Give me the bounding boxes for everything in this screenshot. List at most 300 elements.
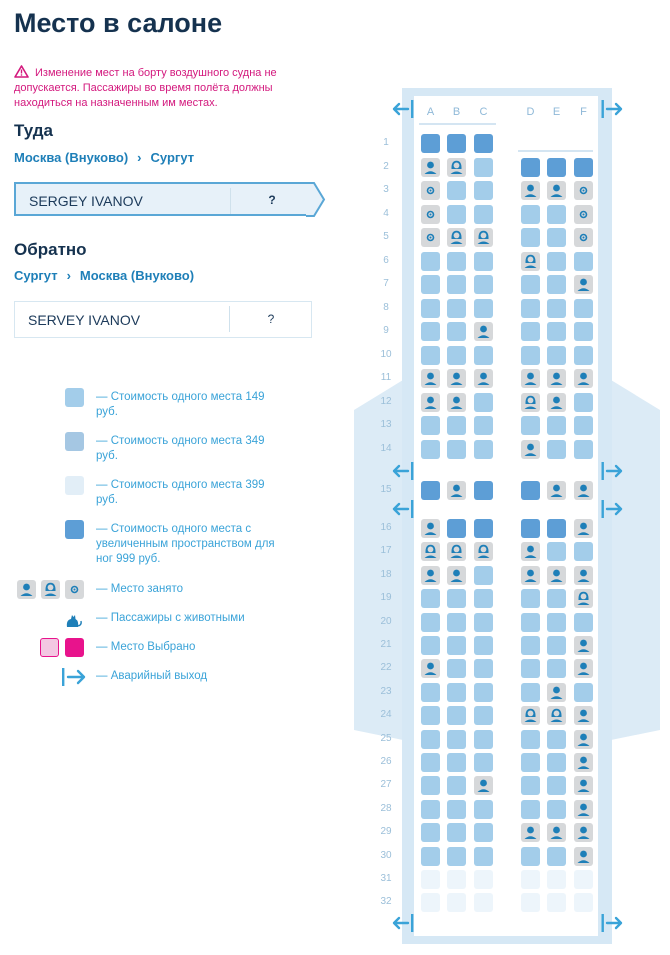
legend-selected: — Место Выбрано <box>96 641 196 653</box>
seat-10c[interactable] <box>474 346 493 365</box>
exit-arrow-right-overwing-2 <box>600 500 624 518</box>
outbound-route-from: Москва (Внуково) <box>14 150 129 165</box>
passenger-male-icon <box>521 369 540 388</box>
row-number: 19 <box>380 592 392 604</box>
exit-arrow-left-rear <box>391 914 415 932</box>
seat-7b[interactable] <box>447 275 466 294</box>
passenger-male-icon <box>574 275 593 294</box>
seat-18f-occupied <box>574 566 593 585</box>
seat-15a[interactable] <box>421 481 440 500</box>
outbound-seat-number: ? <box>268 193 276 207</box>
passenger-child-icon <box>421 228 440 247</box>
seat-30f-occupied <box>574 847 593 866</box>
exit-arrow-left-overwing-1 <box>391 462 415 480</box>
passenger-male-icon <box>547 566 566 585</box>
row-number: 4 <box>383 207 389 219</box>
seat-11b-occupied <box>447 369 466 388</box>
seat-24e-occupied <box>547 706 566 725</box>
seat-32a <box>421 893 440 912</box>
seat-24f-occupied <box>574 706 593 725</box>
seat-3f-occupied <box>574 181 593 200</box>
seat-28f-occupied <box>574 800 593 819</box>
seat-28a[interactable] <box>421 800 440 819</box>
seat-17e[interactable] <box>547 542 566 561</box>
row-number: 27 <box>380 779 392 791</box>
row-number: 16 <box>380 522 392 533</box>
seat-10f[interactable] <box>574 346 593 365</box>
passenger-child-icon <box>574 205 593 224</box>
seat-28c[interactable] <box>474 800 493 819</box>
passenger-male-icon <box>474 776 493 795</box>
passenger-female-icon <box>574 589 593 608</box>
row-number: 28 <box>380 802 392 814</box>
passenger-child-icon <box>574 181 593 200</box>
seat-26f-occupied <box>574 753 593 772</box>
row-number: 22 <box>380 662 392 674</box>
seat-26a[interactable] <box>421 753 440 772</box>
passenger-male-icon <box>474 369 493 388</box>
seat-27e[interactable] <box>547 776 566 795</box>
passenger-male-icon <box>421 519 440 538</box>
seat-8e[interactable] <box>547 299 566 318</box>
passenger-male-icon <box>421 566 440 585</box>
passenger-male-icon <box>574 519 593 538</box>
row-number: 31 <box>380 873 392 884</box>
seat-20f[interactable] <box>574 613 593 632</box>
passenger-male-icon <box>521 823 540 842</box>
row-number: 24 <box>380 709 392 721</box>
seat-22a-occupied <box>421 659 440 678</box>
passenger-male-icon <box>574 481 593 500</box>
seat-2b-occupied <box>447 158 466 177</box>
seat-22f-occupied <box>574 659 593 678</box>
column-letter-e: E <box>552 106 561 118</box>
seat-14d-occupied <box>521 440 540 459</box>
seat-2c[interactable] <box>474 158 493 177</box>
seat-9e[interactable] <box>547 322 566 341</box>
column-letter-d: D <box>526 106 535 118</box>
passenger-male-icon <box>421 158 440 177</box>
return-seat-number: ? <box>267 312 275 326</box>
passenger-male-icon <box>574 730 593 749</box>
passenger-child-icon <box>574 228 593 247</box>
chevron-right-icon: › <box>66 268 71 283</box>
seat-18e-occupied <box>547 566 566 585</box>
seat-19e[interactable] <box>547 589 566 608</box>
seat-19c[interactable] <box>474 589 493 608</box>
seat-8c[interactable] <box>474 299 493 318</box>
row-number: 10 <box>380 348 392 360</box>
column-letter-b: B <box>452 106 461 118</box>
seat-26c[interactable] <box>474 753 493 772</box>
seat-17a-occupied <box>421 542 440 561</box>
column-letter-a: A <box>426 106 435 118</box>
seat-25f-occupied <box>574 730 593 749</box>
seat-9b[interactable] <box>447 322 466 341</box>
seat-6d-occupied <box>521 252 540 271</box>
seat-32d <box>521 893 540 912</box>
seat-23d[interactable] <box>521 683 540 702</box>
page-title: Место в салоне <box>14 8 223 38</box>
seat-20c[interactable] <box>474 613 493 632</box>
seat-16d[interactable] <box>521 519 540 538</box>
seat-5d[interactable] <box>521 228 540 247</box>
seat-27f-occupied <box>574 776 593 795</box>
seat-19d[interactable] <box>521 589 540 608</box>
seat-9a[interactable] <box>421 322 440 341</box>
row-number: 2 <box>383 160 389 172</box>
passenger-female-icon <box>447 228 466 247</box>
seat-15d[interactable] <box>521 481 540 500</box>
seat-16b[interactable] <box>447 519 466 538</box>
seat-14c[interactable] <box>474 440 493 459</box>
return-passenger-name: SERVEY IVANOV <box>28 312 141 328</box>
seat-21a[interactable] <box>421 636 440 655</box>
row-number: 7 <box>383 278 389 289</box>
passenger-male-icon <box>574 847 593 866</box>
passenger-female-icon <box>521 706 540 725</box>
seat-23e-occupied <box>547 683 566 702</box>
seat-9d[interactable] <box>521 322 540 341</box>
seat-18a-occupied <box>421 566 440 585</box>
seat-16c[interactable] <box>474 519 493 538</box>
passenger-male-icon <box>447 481 466 500</box>
seat-30e[interactable] <box>547 847 566 866</box>
seat-29b[interactable] <box>447 823 466 842</box>
seat-13d[interactable] <box>521 416 540 435</box>
seat-1c[interactable] <box>474 134 493 153</box>
seat-32b <box>447 893 466 912</box>
passenger-male-icon <box>574 800 593 819</box>
legend-emergency-exit: — Аварийный выход <box>96 670 208 682</box>
seat-7d[interactable] <box>521 275 540 294</box>
seat-23f[interactable] <box>574 683 593 702</box>
seat-1a[interactable] <box>421 134 440 153</box>
seat-4c[interactable] <box>474 205 493 224</box>
row-number: 11 <box>380 372 392 383</box>
seat-30d[interactable] <box>521 847 540 866</box>
row-number: 25 <box>380 732 392 744</box>
seat-21e[interactable] <box>547 636 566 655</box>
legend-price-349: — Стоимость одного места 349 руб. <box>96 435 265 462</box>
seat-8a[interactable] <box>421 299 440 318</box>
passenger-female-icon <box>521 393 540 412</box>
seat-25e[interactable] <box>547 730 566 749</box>
seat-11d-occupied <box>521 369 540 388</box>
passenger-male-icon <box>521 440 540 459</box>
passenger-male-icon <box>574 823 593 842</box>
seat-14a[interactable] <box>421 440 440 459</box>
legend-price-399: — Стоимость одного места 399 руб. <box>96 479 265 506</box>
seat-8f[interactable] <box>574 299 593 318</box>
seat-27c-occupied <box>474 776 493 795</box>
seat-6e[interactable] <box>547 252 566 271</box>
seat-7e[interactable] <box>547 275 566 294</box>
seat-31b <box>447 870 466 889</box>
seat-5a-occupied <box>421 228 440 247</box>
passenger-male-icon <box>547 369 566 388</box>
seat-20b[interactable] <box>447 613 466 632</box>
seat-32c <box>474 893 493 912</box>
seat-2e[interactable] <box>547 158 566 177</box>
passenger-male-icon <box>574 776 593 795</box>
seat-1b[interactable] <box>447 134 466 153</box>
passenger-male-icon <box>447 566 466 585</box>
seat-16e[interactable] <box>547 519 566 538</box>
seat-29a[interactable] <box>421 823 440 842</box>
seat-5f-occupied <box>574 228 593 247</box>
passenger-female-icon <box>474 228 493 247</box>
row-number: 13 <box>380 419 392 430</box>
seat-25b[interactable] <box>447 730 466 749</box>
seat-4d[interactable] <box>521 205 540 224</box>
chevron-right-icon: › <box>137 150 142 165</box>
seat-17b-occupied <box>447 542 466 561</box>
seat-13f[interactable] <box>574 416 593 435</box>
return-route-to: Москва (Внуково) <box>79 268 195 283</box>
seat-12d-occupied <box>521 393 540 412</box>
passenger-child-icon <box>421 181 440 200</box>
exit-arrow-right-overwing-1 <box>600 462 624 480</box>
seat-10d[interactable] <box>521 346 540 365</box>
row-number: 5 <box>383 231 389 242</box>
column-letter-c: C <box>479 106 488 118</box>
seat-19f-occupied <box>574 589 593 608</box>
seat-12e-occupied <box>547 393 566 412</box>
passenger-female-icon <box>447 542 466 561</box>
seat-21d[interactable] <box>521 636 540 655</box>
passenger-female-icon <box>521 252 540 271</box>
passenger-male-icon <box>421 659 440 678</box>
passenger-child-icon <box>421 205 440 224</box>
seat-10e[interactable] <box>547 346 566 365</box>
passenger-male-icon <box>547 823 566 842</box>
seat-19a[interactable] <box>421 589 440 608</box>
legend-pets: — Пассажиры с животными <box>96 612 245 624</box>
seat-24d-occupied <box>521 706 540 725</box>
seat-27a[interactable] <box>421 776 440 795</box>
seat-3a-occupied <box>421 181 440 200</box>
passenger-male-icon <box>521 542 540 561</box>
seat-4b[interactable] <box>447 205 466 224</box>
seat-17d-occupied <box>521 542 540 561</box>
seat-31d <box>521 870 540 889</box>
seat-12f[interactable] <box>574 393 593 412</box>
seat-10a[interactable] <box>421 346 440 365</box>
seat-22b[interactable] <box>447 659 466 678</box>
seat-25a[interactable] <box>421 730 440 749</box>
seat-2a-occupied <box>421 158 440 177</box>
passenger-male-icon <box>574 636 593 655</box>
seat-22d[interactable] <box>521 659 540 678</box>
seat-30b[interactable] <box>447 847 466 866</box>
seat-31e <box>547 870 566 889</box>
seat-15b-occupied <box>447 481 466 500</box>
seat-24b[interactable] <box>447 706 466 725</box>
passenger-male-icon <box>574 706 593 725</box>
seat-10b[interactable] <box>447 346 466 365</box>
seat-6a[interactable] <box>421 252 440 271</box>
seat-31a <box>421 870 440 889</box>
seat-5e[interactable] <box>547 228 566 247</box>
seat-22e[interactable] <box>547 659 566 678</box>
legend-price-999: — Стоимость одного места с увеличенным пространством для ног 999 руб. <box>96 523 275 565</box>
seat-25d[interactable] <box>521 730 540 749</box>
seat-12c[interactable] <box>474 393 493 412</box>
row-number: 14 <box>380 442 392 454</box>
seat-29d-occupied <box>521 823 540 842</box>
row-number: 6 <box>383 254 389 266</box>
seat-12a-occupied <box>421 393 440 412</box>
seat-4e[interactable] <box>547 205 566 224</box>
seat-15c[interactable] <box>474 481 493 500</box>
seat-23c[interactable] <box>474 683 493 702</box>
seat-2f[interactable] <box>574 158 593 177</box>
row-number: 29 <box>380 826 392 838</box>
seat-26b[interactable] <box>447 753 466 772</box>
seat-7c[interactable] <box>474 275 493 294</box>
row-number: 3 <box>383 184 389 195</box>
column-letter-f: F <box>580 106 587 118</box>
seat-20d[interactable] <box>521 613 540 632</box>
seat-30c[interactable] <box>474 847 493 866</box>
passenger-male-icon <box>547 181 566 200</box>
seat-23a[interactable] <box>421 683 440 702</box>
seat-4a-occupied <box>421 205 440 224</box>
seat-23b[interactable] <box>447 683 466 702</box>
row-number: 8 <box>383 301 389 313</box>
row-number: 12 <box>380 395 392 407</box>
seat-24a[interactable] <box>421 706 440 725</box>
passenger-male-icon <box>447 369 466 388</box>
seat-16f-occupied <box>574 519 593 538</box>
passenger-male-icon <box>521 181 540 200</box>
seat-19b[interactable] <box>447 589 466 608</box>
seat-13b[interactable] <box>447 416 466 435</box>
seat-15e-occupied <box>547 481 566 500</box>
seat-6b[interactable] <box>447 252 466 271</box>
passenger-male-icon <box>474 322 493 341</box>
passenger-male-icon <box>547 393 566 412</box>
seat-3d-occupied <box>521 181 540 200</box>
seat-21b[interactable] <box>447 636 466 655</box>
passenger-male-icon <box>574 566 593 585</box>
seat-21c[interactable] <box>474 636 493 655</box>
seat-3b[interactable] <box>447 181 466 200</box>
seat-13e[interactable] <box>547 416 566 435</box>
legend-price-149: — Стоимость одного места 149 руб. <box>96 391 265 418</box>
seat-22c[interactable] <box>474 659 493 678</box>
return-route-from: Сургут <box>14 268 58 283</box>
seat-11a-occupied <box>421 369 440 388</box>
seat-18d-occupied <box>521 566 540 585</box>
seat-20a[interactable] <box>421 613 440 632</box>
row-number: 15 <box>380 484 392 495</box>
seat-14e[interactable] <box>547 440 566 459</box>
seat-26e[interactable] <box>547 753 566 772</box>
passenger-male-icon <box>574 753 593 772</box>
passenger-female-icon <box>547 706 566 725</box>
seat-28e[interactable] <box>547 800 566 819</box>
row-number: 21 <box>380 639 392 650</box>
passenger-male-icon <box>447 393 466 412</box>
row-number: 17 <box>380 545 392 557</box>
row-number: 9 <box>383 325 389 336</box>
seat-13a[interactable] <box>421 416 440 435</box>
passenger-male-icon <box>547 683 566 702</box>
seat-26d[interactable] <box>521 753 540 772</box>
seat-11c-occupied <box>474 369 493 388</box>
seat-14b[interactable] <box>447 440 466 459</box>
seat-8b[interactable] <box>447 299 466 318</box>
exit-arrow-left-overwing-2 <box>391 500 415 518</box>
seat-18c[interactable] <box>474 566 493 585</box>
seat-29c[interactable] <box>474 823 493 842</box>
seat-27b[interactable] <box>447 776 466 795</box>
seat-21f-occupied <box>574 636 593 655</box>
exit-arrow-left-front <box>391 100 415 118</box>
passenger-male-icon <box>421 393 440 412</box>
seat-29e-occupied <box>547 823 566 842</box>
seat-6c[interactable] <box>474 252 493 271</box>
seat-18b-occupied <box>447 566 466 585</box>
return-title: Обратно <box>14 240 87 259</box>
seat-4f-occupied <box>574 205 593 224</box>
outbound-title: Туда <box>14 121 54 140</box>
legend-occupied: — Место занято <box>96 583 184 595</box>
passenger-male-icon <box>574 369 593 388</box>
seat-13c[interactable] <box>474 416 493 435</box>
seat-24c[interactable] <box>474 706 493 725</box>
seat-16a-occupied <box>421 519 440 538</box>
seat-31c <box>474 870 493 889</box>
row-number: 23 <box>380 685 392 697</box>
seat-31f <box>574 870 593 889</box>
seat-27d[interactable] <box>521 776 540 795</box>
passenger-male-icon <box>421 369 440 388</box>
passenger-male-icon <box>574 659 593 678</box>
passenger-female-icon <box>421 542 440 561</box>
seat-5c-occupied <box>474 228 493 247</box>
passenger-female-icon <box>474 542 493 561</box>
seat-30a[interactable] <box>421 847 440 866</box>
seat-28d[interactable] <box>521 800 540 819</box>
passenger-male-icon <box>521 566 540 585</box>
seat-3e-occupied <box>547 181 566 200</box>
outbound-passenger-name: SERGEY IVANOV <box>29 193 143 209</box>
exit-arrow-right-rear <box>600 914 624 932</box>
seat-14f[interactable] <box>574 440 593 459</box>
seat-17f[interactable] <box>574 542 593 561</box>
seat-2d[interactable] <box>521 158 540 177</box>
seat-20e[interactable] <box>547 613 566 632</box>
row-number: 30 <box>380 849 392 861</box>
warning-text: Изменение мест на борту воздушного судна не допускается. Пассажиры во время полёта должны находиться на назначенным им местах. <box>14 67 277 109</box>
seat-9f[interactable] <box>574 322 593 341</box>
passenger-female-icon <box>447 158 466 177</box>
seat-3c[interactable] <box>474 181 493 200</box>
exit-arrow-right-front <box>600 100 624 118</box>
seat-12b-occupied <box>447 393 466 412</box>
seat-7a[interactable] <box>421 275 440 294</box>
seat-9c-occupied <box>474 322 493 341</box>
row-number: 1 <box>383 137 389 148</box>
seat-28b[interactable] <box>447 800 466 819</box>
seat-11f-occupied <box>574 369 593 388</box>
seat-25c[interactable] <box>474 730 493 749</box>
seat-6f[interactable] <box>574 252 593 271</box>
seat-8d[interactable] <box>521 299 540 318</box>
